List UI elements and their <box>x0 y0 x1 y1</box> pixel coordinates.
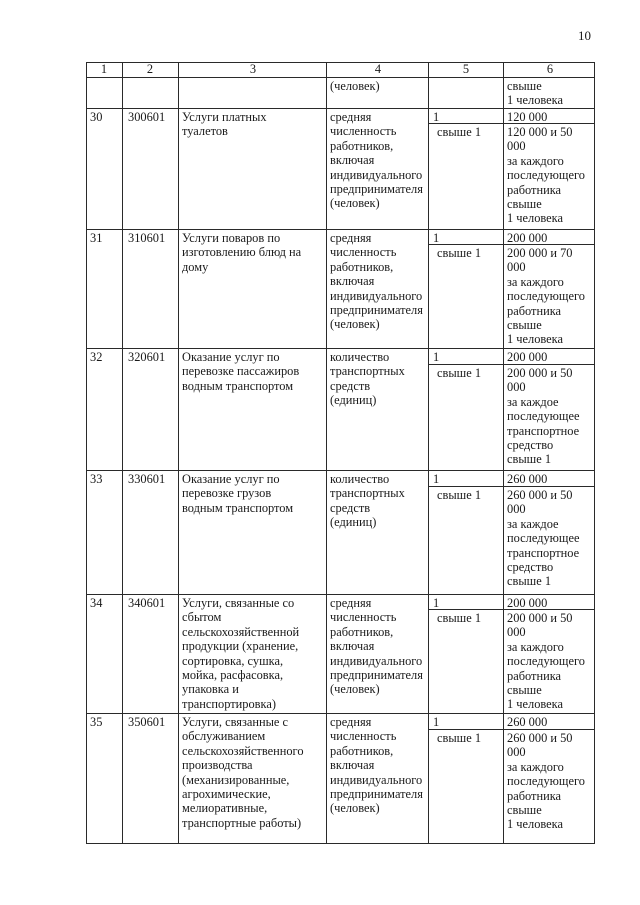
tier2-amount: 200 000 и 50 000 за каждое последующее транспортное средство свыше 1 <box>507 366 580 467</box>
activity-code: 300601 <box>128 110 166 124</box>
activity-code: 320601 <box>128 350 166 364</box>
row-number: 30 <box>90 110 103 124</box>
tier1-amount: 200 000 <box>507 231 548 245</box>
tier2-label: свыше 1 <box>437 125 482 139</box>
physical-indicator: средняя численность работников, включая индивидуального предпринимателя (человек) <box>330 110 423 211</box>
tier1-amount: 260 000 <box>507 472 548 486</box>
tier2-label: свыше 1 <box>437 731 482 745</box>
tier2-amount: 120 000 и 50 000 за каждого последующего работника свыше 1 человека <box>507 125 585 226</box>
activity-code: 340601 <box>128 596 166 610</box>
row-separator <box>86 470 595 471</box>
tier1-label: 1 <box>433 472 440 486</box>
column-line <box>503 62 504 844</box>
tier1-label: 1 <box>433 715 440 729</box>
row-number: 34 <box>90 596 103 610</box>
row-number: 35 <box>90 715 103 729</box>
tier1-amount: 260 000 <box>507 715 548 729</box>
tier1-label: 1 <box>433 110 440 124</box>
tier1-amount: 120 000 <box>507 110 548 124</box>
service-name: Услуги, связанные со сбытом сельскохозяйственной продукции (хранение, сортировка, сушка, мойка, расфасовка, упаковка и транспортировка) <box>182 596 300 711</box>
table-border-right <box>594 62 595 844</box>
tier1-label: 1 <box>433 596 440 610</box>
header-bottom-line <box>86 77 595 78</box>
row-separator <box>86 713 595 714</box>
service-name: Оказание услуг по перевозке грузов водным транспортом <box>182 472 294 515</box>
row-separator <box>86 348 595 349</box>
column-line <box>86 62 87 844</box>
service-name: Услуги поваров по изготовлению блюд на дому <box>182 231 302 274</box>
row-separator <box>86 108 595 109</box>
tier1-amount: 200 000 <box>507 350 548 364</box>
row-number: 32 <box>90 350 103 364</box>
service-name: Оказание услуг по перевозке пассажиров водным транспортом <box>182 350 300 393</box>
page-number: 10 <box>578 28 591 43</box>
service-name: Услуги платных туалетов <box>182 110 267 139</box>
column-line <box>122 62 123 844</box>
tier2-amount: 260 000 и 50 000 за каждое последующее транспортное средство свыше 1 <box>507 488 580 589</box>
table-border-bottom <box>86 843 595 844</box>
physical-indicator: количество транспортных средств (единиц) <box>330 472 405 530</box>
row-separator <box>86 229 595 230</box>
column-line <box>326 62 327 844</box>
header-cell: 5 <box>462 62 470 76</box>
tier2-label: свыше 1 <box>437 366 482 380</box>
tier1-label: 1 <box>433 350 440 364</box>
tier2-label: свыше 1 <box>437 611 482 625</box>
row-separator <box>86 594 595 595</box>
activity-code: 310601 <box>128 231 166 245</box>
tier2-label: свыше 1 <box>437 488 482 502</box>
tier2-amount: 200 000 и 70 000 за каждого последующего работника свыше 1 человека <box>507 246 585 347</box>
physical-indicator: средняя численность работников, включая индивидуального предпринимателя (человек) <box>330 715 423 816</box>
tier2-label: свыше 1 <box>437 246 482 260</box>
header-cell: 4 <box>374 62 382 76</box>
physical-indicator: количество транспортных средств (единиц) <box>330 350 405 408</box>
row-number: 33 <box>90 472 103 486</box>
physical-indicator: средняя численность работников, включая индивидуального предпринимателя (человек) <box>330 231 423 332</box>
header-cell: 6 <box>546 62 554 76</box>
carryover-amount: свыше 1 человека <box>507 79 564 108</box>
row-number: 31 <box>90 231 103 245</box>
tier2-amount: 200 000 и 50 000 за каждого последующего работника свыше 1 человека <box>507 611 585 712</box>
tier2-amount: 260 000 и 50 000 за каждого последующего работника свыше 1 человека <box>507 731 585 832</box>
physical-indicator: средняя численность работников, включая индивидуального предпринимателя (человек) <box>330 596 423 697</box>
activity-code: 350601 <box>128 715 166 729</box>
column-line <box>428 62 429 844</box>
carryover-unit: (человек) <box>330 79 380 93</box>
header-cell: 3 <box>249 62 257 76</box>
tier1-label: 1 <box>433 231 440 245</box>
service-name: Услуги, связанные с обслуживанием сельскохозяйственного производства (механизированные, агрохимические, мелиоративные, транспортные работы) <box>182 715 304 830</box>
header-cell: 1 <box>100 62 108 76</box>
tier1-amount: 200 000 <box>507 596 548 610</box>
header-cell: 2 <box>146 62 154 76</box>
activity-code: 330601 <box>128 472 166 486</box>
